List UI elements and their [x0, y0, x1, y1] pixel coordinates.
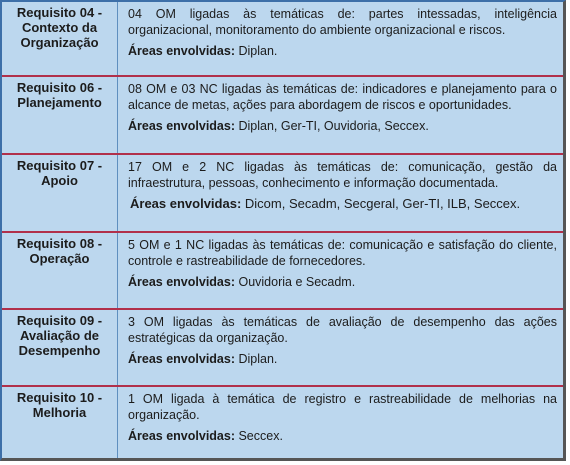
table-row [2, 2, 563, 75]
areas-label: Áreas envolvidas: [128, 119, 235, 133]
description-text: 3 OM ligadas às temáticas de avaliação de desempenho das ações estratégicas da organização. [128, 315, 557, 345]
requirement-cell [2, 387, 118, 458]
table-row [2, 155, 563, 231]
areas-value: Seccex. [235, 429, 283, 443]
areas-label: Áreas envolvidas: [130, 196, 242, 211]
description-text: 04 OM ligadas às temáticas de: partes intessadas, inteligência organizacional, monitoramento do ambiente organizacional e riscos. [128, 7, 557, 37]
areas-value: Dicom, Secadm, Secgeral, Ger-TI, ILB, Seccex. [241, 196, 521, 211]
table-row [2, 387, 563, 458]
requirement-number: Requisito 10 - [16, 390, 103, 405]
areas-value: Diplan. [235, 352, 278, 366]
areas-value: Diplan. [235, 44, 278, 58]
requirement-title: Melhoria [32, 405, 87, 420]
areas-value: Ouvidoria e Secadm. [235, 275, 356, 289]
requirement-title: Organização [20, 35, 99, 50]
requirement-title: Operação [29, 251, 90, 266]
requirement-number: Requisito 04 - [16, 5, 103, 20]
table-row [2, 77, 563, 153]
description-text: 1 OM ligada à temática de registro e rastreabilidade de melhorias na organização. [128, 392, 557, 422]
description-cell [118, 2, 563, 75]
requirement-title: Apoio [41, 173, 78, 188]
areas-line [128, 428, 557, 444]
areas-label: Áreas envolvidas: [128, 429, 235, 443]
requirement-cell [2, 233, 118, 308]
areas-line [128, 351, 557, 367]
requirement-cell [2, 2, 118, 75]
requirement-cell [2, 155, 118, 231]
description-text: 17 OM e 2 NC ligadas às temáticas de: comunicação, gestão da infraestrutura, pessoas, conhecimento e informação documentada. [128, 160, 557, 190]
areas-label: Áreas envolvidas: [128, 352, 235, 366]
table-row [2, 310, 563, 385]
areas-line [128, 43, 557, 59]
areas-label: Áreas envolvidas: [128, 44, 235, 58]
requirement-number: Requisito 06 - [16, 80, 103, 95]
requirement-number: Requisito 07 - [16, 158, 103, 173]
requirement-title: Desempenho [18, 343, 101, 358]
areas-label: Áreas envolvidas: [128, 275, 235, 289]
description-cell [118, 155, 563, 231]
description-cell [118, 387, 563, 458]
areas-line [128, 274, 557, 290]
areas-line [128, 118, 557, 134]
areas-value: Diplan, Ger-TI, Ouvidoria, Seccex. [235, 119, 429, 133]
requirement-number: Requisito 09 - [16, 313, 103, 328]
table-row [2, 233, 563, 308]
requirement-title: Contexto da [21, 20, 98, 35]
description-text: 08 OM e 03 NC ligadas às temáticas de: indicadores e planejamento para o alcance de metas, ações para abordagem de riscos e oportunidades. [128, 82, 557, 112]
description-cell [118, 77, 563, 153]
requirement-title: Planejamento [17, 95, 102, 110]
description-cell [118, 310, 563, 385]
description-text: 5 OM e 1 NC ligadas às temáticas de: comunicação e satisfação do cliente, controle e rastreabilidade de fornecedores. [128, 238, 557, 268]
requirement-cell [2, 77, 118, 153]
areas-line [128, 196, 557, 212]
description-cell [118, 233, 563, 308]
requirement-cell [2, 310, 118, 385]
requirement-number: Requisito 08 - [16, 236, 103, 251]
requirement-title: Avaliação de [19, 328, 99, 343]
